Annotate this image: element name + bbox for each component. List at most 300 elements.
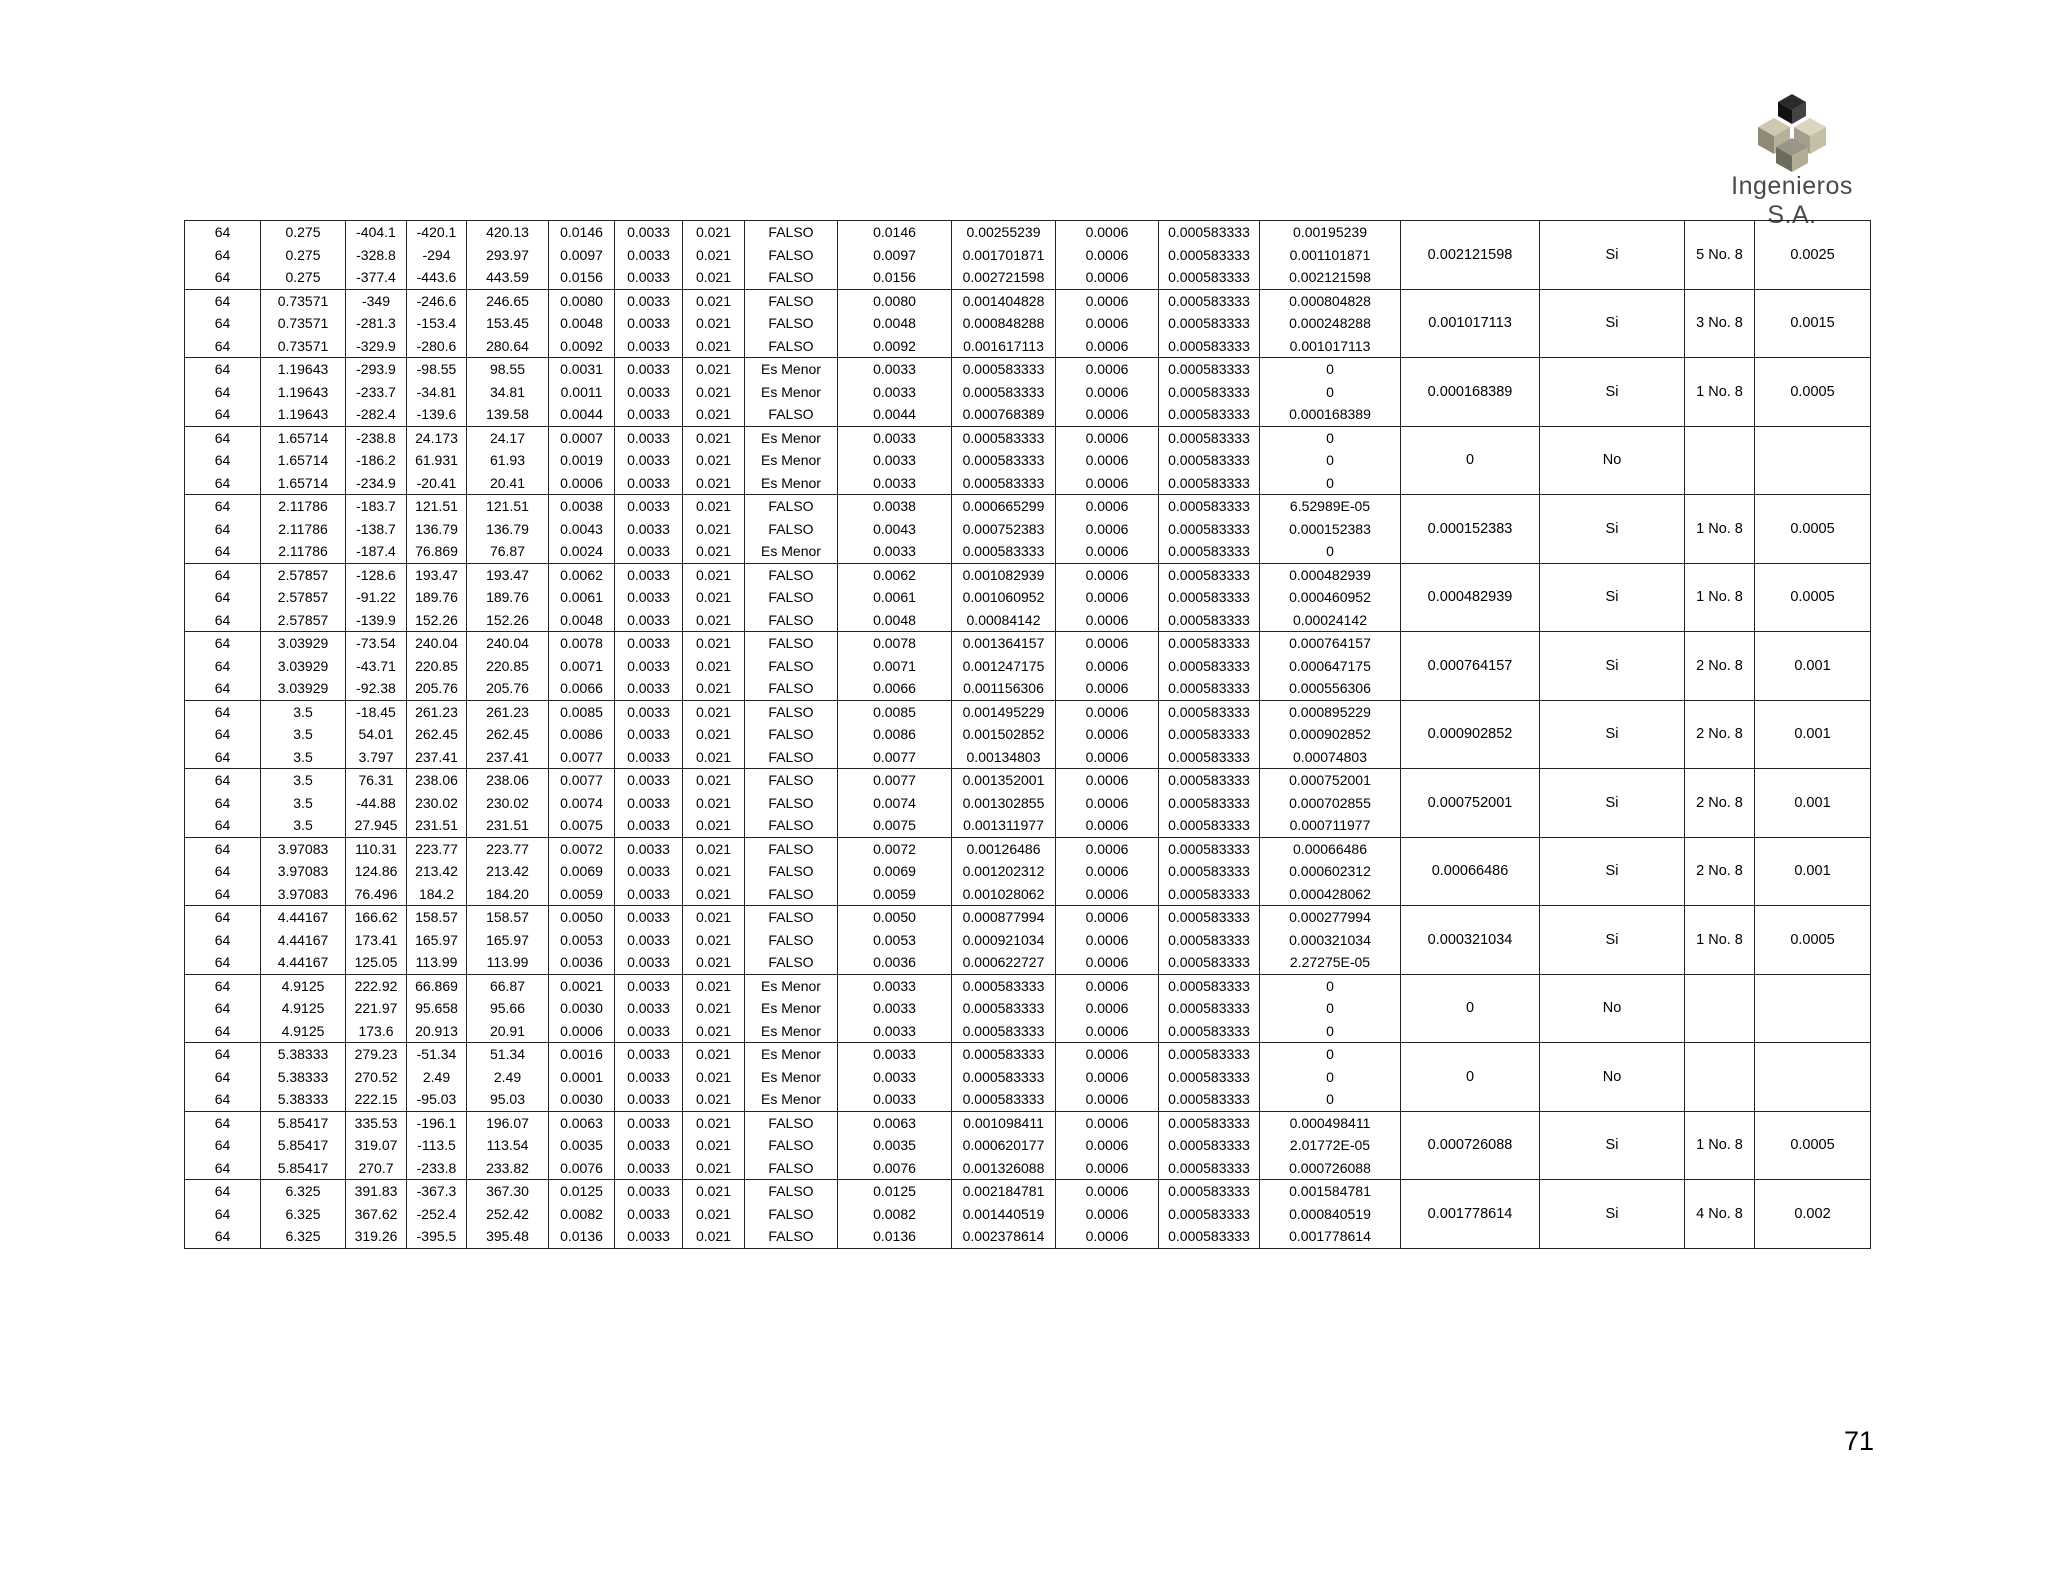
table-cell: 0.0006	[1056, 563, 1159, 586]
table-cell: 0.000152383	[1260, 518, 1401, 541]
table-cell: 0.021	[683, 1066, 745, 1089]
table-cell: 193.47	[467, 563, 549, 586]
table-cell: 0.0033	[615, 769, 683, 792]
table-cell: 0.0075	[838, 814, 952, 837]
table-cell: 5.38333	[261, 1088, 346, 1111]
table-cell: 0.73571	[261, 312, 346, 335]
table-cell: 230.02	[407, 792, 467, 815]
summary-cell: 0.001	[1755, 837, 1871, 906]
table-cell: 0.021	[683, 472, 745, 495]
table-cell: 0.0080	[838, 289, 952, 312]
table-cell: 0.0006	[1056, 358, 1159, 381]
table-cell: 0.000583333	[1159, 335, 1260, 358]
table-cell: -18.45	[346, 700, 407, 723]
table-cell: 64	[185, 929, 261, 952]
table-cell: 5.85417	[261, 1134, 346, 1157]
table-cell: -73.54	[346, 632, 407, 655]
table-cell: 0.0033	[615, 1111, 683, 1134]
table-cell: 125.05	[346, 951, 407, 974]
table-row	[185, 358, 1871, 381]
table-cell: 0.021	[683, 677, 745, 700]
table-cell: 5.85417	[261, 1157, 346, 1180]
table-cell: 64	[185, 540, 261, 563]
table-cell: 2.57857	[261, 609, 346, 632]
table-cell: FALSO	[745, 883, 838, 906]
table-cell: Es Menor	[745, 1088, 838, 1111]
table-cell: 110.31	[346, 837, 407, 860]
table-cell: 262.45	[407, 723, 467, 746]
table-cell: 0.0048	[838, 609, 952, 632]
table-cell: Es Menor	[745, 472, 838, 495]
table-cell: 0.0053	[838, 929, 952, 952]
table-cell: 0.000583333	[1159, 518, 1260, 541]
table-cell: 0.0062	[549, 563, 615, 586]
table-cell: 0.000583333	[952, 1066, 1056, 1089]
table-cell: 0	[1260, 358, 1401, 381]
summary-cell: Si	[1540, 358, 1685, 427]
table-cell: 0.0033	[615, 906, 683, 929]
table-cell: FALSO	[745, 221, 838, 244]
table-cell: FALSO	[745, 403, 838, 426]
table-cell: -404.1	[346, 221, 407, 244]
table-cell: 64	[185, 335, 261, 358]
table-cell: -153.4	[407, 312, 467, 335]
table-cell: 0.001156306	[952, 677, 1056, 700]
table-cell: -98.55	[407, 358, 467, 381]
table-cell: 0.021	[683, 586, 745, 609]
table-cell: 0.0033	[838, 1088, 952, 1111]
table-cell: -282.4	[346, 403, 407, 426]
summary-cell: 0.0005	[1755, 495, 1871, 564]
table-cell: 0.001101871	[1260, 244, 1401, 267]
summary-cell: 2 No. 8	[1685, 837, 1755, 906]
summary-cell: 2 No. 8	[1685, 769, 1755, 838]
table-cell: 64	[185, 403, 261, 426]
table-cell: 3.97083	[261, 883, 346, 906]
table-cell: 34.81	[467, 381, 549, 404]
table-cell: 0	[1260, 540, 1401, 563]
results-table	[184, 220, 1871, 1249]
table-cell: 0	[1260, 974, 1401, 997]
table-cell: 189.76	[407, 586, 467, 609]
table-cell: FALSO	[745, 244, 838, 267]
table-cell: FALSO	[745, 1225, 838, 1248]
table-cell: 61.931	[407, 449, 467, 472]
table-cell: 0.000277994	[1260, 906, 1401, 929]
summary-cell: 0.000752001	[1401, 769, 1540, 838]
table-cell: 279.23	[346, 1043, 407, 1066]
table-cell: 20.91	[467, 1020, 549, 1043]
table-cell: 0.000711977	[1260, 814, 1401, 837]
table-cell: 64	[185, 814, 261, 837]
table-cell: 64	[185, 769, 261, 792]
table-cell: 0.0059	[838, 883, 952, 906]
summary-cell	[1755, 1043, 1871, 1112]
table-cell: 0.0086	[838, 723, 952, 746]
table-cell: 0.0006	[1056, 221, 1159, 244]
table-cell: 0.0125	[838, 1180, 952, 1203]
table-cell: 0.000583333	[1159, 997, 1260, 1020]
table-cell: 0.0033	[838, 1020, 952, 1043]
table-cell: -51.34	[407, 1043, 467, 1066]
table-cell: 0.000583333	[1159, 632, 1260, 655]
table-cell: 0.0033	[615, 495, 683, 518]
summary-cell: 0.0005	[1755, 1111, 1871, 1180]
table-cell: Es Menor	[745, 381, 838, 404]
table-cell: 0.0033	[615, 929, 683, 952]
table-cell: 0.0078	[838, 632, 952, 655]
table-cell: 0.000840519	[1260, 1203, 1401, 1226]
table-cell: 158.57	[407, 906, 467, 929]
table-cell: 0.0077	[549, 746, 615, 769]
table-cell: 0.000583333	[1159, 221, 1260, 244]
table-cell: 0.021	[683, 244, 745, 267]
summary-cell: 1 No. 8	[1685, 906, 1755, 975]
summary-cell: 5 No. 8	[1685, 221, 1755, 290]
table-cell: -128.6	[346, 563, 407, 586]
table-cell: 64	[185, 1111, 261, 1134]
table-row	[185, 632, 1871, 655]
table-cell: 0.000583333	[952, 426, 1056, 449]
table-cell: 2.49	[467, 1066, 549, 1089]
table-cell: Es Menor	[745, 426, 838, 449]
table-cell: 0	[1260, 1066, 1401, 1089]
table-cell: 0.0033	[615, 403, 683, 426]
table-cell: 367.30	[467, 1180, 549, 1203]
table-cell: 0.0048	[549, 609, 615, 632]
table-cell: 2.11786	[261, 518, 346, 541]
table-cell: 0.021	[683, 746, 745, 769]
table-cell: 0.0006	[1056, 1111, 1159, 1134]
table-cell: 1.65714	[261, 472, 346, 495]
table-cell: 0.0006	[1056, 518, 1159, 541]
table-cell: 0.021	[683, 1043, 745, 1066]
table-cell: 0.000583333	[1159, 860, 1260, 883]
table-cell: 0.021	[683, 906, 745, 929]
table-cell: -281.3	[346, 312, 407, 335]
table-cell: 76.869	[407, 540, 467, 563]
table-cell: 0.000583333	[1159, 677, 1260, 700]
summary-cell: 0.000152383	[1401, 495, 1540, 564]
table-cell: 3.97083	[261, 860, 346, 883]
table-row	[185, 495, 1871, 518]
table-cell: 0.0019	[549, 449, 615, 472]
table-row	[185, 837, 1871, 860]
summary-cell: 0	[1401, 426, 1540, 495]
table-cell: 0.021	[683, 1157, 745, 1180]
summary-cell: 0.000321034	[1401, 906, 1540, 975]
table-cell: 64	[185, 1157, 261, 1180]
summary-cell: 0.0025	[1755, 221, 1871, 290]
summary-cell	[1755, 974, 1871, 1043]
table-cell: 0.021	[683, 540, 745, 563]
table-cell: 0.001495229	[952, 700, 1056, 723]
table-cell: 64	[185, 723, 261, 746]
table-cell: 0.021	[683, 495, 745, 518]
table-cell: 0.000902852	[1260, 723, 1401, 746]
table-cell: 0.0033	[615, 1180, 683, 1203]
table-cell: 0.0006	[1056, 244, 1159, 267]
table-cell: 64	[185, 974, 261, 997]
table-cell: 0.000583333	[952, 449, 1056, 472]
table-cell: 0.000321034	[1260, 929, 1401, 952]
table-cell: Es Menor	[745, 1066, 838, 1089]
table-cell: 0.000848288	[952, 312, 1056, 335]
table-cell: 166.62	[346, 906, 407, 929]
table-cell: 0.000583333	[1159, 1088, 1260, 1111]
table-cell: 64	[185, 1225, 261, 1248]
table-cell: 0.0006	[1056, 1180, 1159, 1203]
summary-cell: 0.0005	[1755, 906, 1871, 975]
summary-cell: 0.000902852	[1401, 700, 1540, 769]
table-cell: 0.0006	[1056, 700, 1159, 723]
table-cell: 0.0021	[549, 974, 615, 997]
table-row	[185, 1180, 1871, 1203]
table-cell: 220.85	[407, 655, 467, 678]
table-cell: 0.021	[683, 814, 745, 837]
table-cell: 213.42	[407, 860, 467, 883]
table-cell: -420.1	[407, 221, 467, 244]
table-cell: 0.0006	[1056, 381, 1159, 404]
table-cell: 0.0024	[549, 540, 615, 563]
table-row	[185, 221, 1871, 244]
table-cell: 213.42	[467, 860, 549, 883]
table-cell: 0.000248288	[1260, 312, 1401, 335]
table-cell: 0.000498411	[1260, 1111, 1401, 1134]
table-cell: 95.658	[407, 997, 467, 1020]
summary-cell: 2 No. 8	[1685, 700, 1755, 769]
table-cell: 0.000583333	[1159, 906, 1260, 929]
table-cell: 0.00126486	[952, 837, 1056, 860]
table-cell: 76.31	[346, 769, 407, 792]
table-cell: 0.0006	[1056, 997, 1159, 1020]
table-cell: 0.0033	[615, 1043, 683, 1066]
table-cell: -349	[346, 289, 407, 312]
table-cell: 4.44167	[261, 929, 346, 952]
table-cell: 0.0006	[1056, 929, 1159, 952]
table-cell: 173.41	[346, 929, 407, 952]
table-cell: FALSO	[745, 677, 838, 700]
table-cell: 6.325	[261, 1203, 346, 1226]
summary-cell	[1685, 974, 1755, 1043]
table-cell: FALSO	[745, 860, 838, 883]
table-cell: -138.7	[346, 518, 407, 541]
table-cell: 0.0033	[615, 632, 683, 655]
table-cell: 0.0085	[838, 700, 952, 723]
table-cell: 0.000583333	[1159, 814, 1260, 837]
table-cell: 0.00255239	[952, 221, 1056, 244]
table-cell: 0.000665299	[952, 495, 1056, 518]
table-cell: -234.9	[346, 472, 407, 495]
table-cell: 0.0033	[615, 655, 683, 678]
table-cell: 0.000583333	[952, 1088, 1056, 1111]
table-cell: 0.0006	[1056, 1020, 1159, 1043]
table-cell: 0.000583333	[1159, 449, 1260, 472]
table-cell: 0.000583333	[1159, 1020, 1260, 1043]
table-cell: 0.0085	[549, 700, 615, 723]
table-cell: 0.0033	[615, 518, 683, 541]
table-cell: 0.0033	[615, 814, 683, 837]
table-cell: 262.45	[467, 723, 549, 746]
table-cell: 0.0030	[549, 997, 615, 1020]
table-cell: FALSO	[745, 1157, 838, 1180]
table-cell: 0.021	[683, 1134, 745, 1157]
table-cell: 319.07	[346, 1134, 407, 1157]
summary-cell: 0	[1401, 974, 1540, 1043]
table-cell: 173.6	[346, 1020, 407, 1043]
table-cell: 0.0006	[1056, 723, 1159, 746]
summary-cell: 2 No. 8	[1685, 632, 1755, 701]
table-cell: 0.002184781	[952, 1180, 1056, 1203]
table-cell: FALSO	[745, 1180, 838, 1203]
table-cell: 0.000583333	[1159, 1180, 1260, 1203]
table-cell: 0.000482939	[1260, 563, 1401, 586]
table-cell: 0.001364157	[952, 632, 1056, 655]
table-cell: 0.021	[683, 632, 745, 655]
table-cell: 233.82	[467, 1157, 549, 1180]
summary-cell: Si	[1540, 1111, 1685, 1180]
summary-cell: Si	[1540, 289, 1685, 358]
table-cell: 0.0006	[1056, 1134, 1159, 1157]
table-cell: 64	[185, 586, 261, 609]
table-cell: 165.97	[467, 929, 549, 952]
table-cell: 0.0082	[549, 1203, 615, 1226]
summary-cell: 0	[1401, 1043, 1540, 1112]
table-cell: 0	[1260, 472, 1401, 495]
summary-cell: 0.0005	[1755, 358, 1871, 427]
table-cell: 184.20	[467, 883, 549, 906]
table-cell: 0.001352001	[952, 769, 1056, 792]
table-cell: 0.0033	[615, 837, 683, 860]
table-cell: 3.5	[261, 700, 346, 723]
table-cell: 196.07	[467, 1111, 549, 1134]
table-cell: 0.275	[261, 244, 346, 267]
table-cell: 0.000764157	[1260, 632, 1401, 655]
table-cell: 0.0033	[615, 677, 683, 700]
table-cell: FALSO	[745, 289, 838, 312]
table-row	[185, 289, 1871, 312]
table-cell: 0.021	[683, 929, 745, 952]
table-cell: 0.0033	[615, 609, 683, 632]
table-cell: 0.000583333	[1159, 381, 1260, 404]
table-cell: 0.0033	[615, 1203, 683, 1226]
summary-cell	[1685, 1043, 1755, 1112]
table-cell: 0.0033	[615, 426, 683, 449]
table-cell: 0.0072	[838, 837, 952, 860]
page-number: 71	[1843, 1426, 1874, 1456]
summary-cell: 0.000726088	[1401, 1111, 1540, 1180]
table-cell: 0.001060952	[952, 586, 1056, 609]
table-cell: 0.0146	[838, 221, 952, 244]
table-cell: 0.0033	[615, 1225, 683, 1248]
table-cell: 64	[185, 997, 261, 1020]
table-cell: 0	[1260, 381, 1401, 404]
table-cell: 2.11786	[261, 540, 346, 563]
table-cell: FALSO	[745, 746, 838, 769]
table-cell: 64	[185, 358, 261, 381]
table-cell: 0.000583333	[1159, 837, 1260, 860]
table-cell: 0.001584781	[1260, 1180, 1401, 1203]
table-cell: 0.0033	[615, 381, 683, 404]
table-cell: 0.73571	[261, 335, 346, 358]
table-cell: 64	[185, 1203, 261, 1226]
summary-cell	[1755, 426, 1871, 495]
table-cell: 0.0043	[838, 518, 952, 541]
table-cell: 3.97083	[261, 837, 346, 860]
table-cell: 0.0006	[1056, 837, 1159, 860]
table-cell: 237.41	[407, 746, 467, 769]
table-cell: 0.0006	[1056, 769, 1159, 792]
table-cell: 0.0036	[549, 951, 615, 974]
table-cell: 293.97	[467, 244, 549, 267]
table-cell: 0.0006	[1056, 974, 1159, 997]
table-cell: 0.000895229	[1260, 700, 1401, 723]
table-cell: 0.021	[683, 951, 745, 974]
table-cell: 230.02	[467, 792, 549, 815]
table-cell: 238.06	[407, 769, 467, 792]
table-cell: 0.021	[683, 974, 745, 997]
table-cell: 0.000583333	[952, 974, 1056, 997]
table-cell: 121.51	[467, 495, 549, 518]
table-cell: 0.00134803	[952, 746, 1056, 769]
table-cell: 0.000583333	[1159, 769, 1260, 792]
table-cell: 0.0006	[1056, 312, 1159, 335]
table-cell: 0.021	[683, 335, 745, 358]
table-cell: 3.5	[261, 792, 346, 815]
table-cell: 0.0033	[838, 426, 952, 449]
table-cell: FALSO	[745, 951, 838, 974]
table-row	[185, 906, 1871, 929]
table-cell: 0.0044	[838, 403, 952, 426]
summary-cell: 1 No. 8	[1685, 495, 1755, 564]
table-cell: 0.000583333	[1159, 312, 1260, 335]
table-cell: 6.52989E-05	[1260, 495, 1401, 518]
table-cell: 0.0007	[549, 426, 615, 449]
table-cell: -328.8	[346, 244, 407, 267]
table-cell: 0.002378614	[952, 1225, 1056, 1248]
table-cell: 0.000768389	[952, 403, 1056, 426]
table-cell: 0.0006	[1056, 883, 1159, 906]
table-cell: 0.000583333	[1159, 1066, 1260, 1089]
summary-cell: 1 No. 8	[1685, 358, 1755, 427]
table-cell: 0.021	[683, 563, 745, 586]
table-cell: 0.000583333	[1159, 586, 1260, 609]
summary-cell: No	[1540, 426, 1685, 495]
table-cell: 20.913	[407, 1020, 467, 1043]
summary-cell: 4 No. 8	[1685, 1180, 1755, 1249]
table-cell: FALSO	[745, 792, 838, 815]
table-cell: 0.0006	[1056, 1225, 1159, 1248]
table-cell: 0.021	[683, 312, 745, 335]
summary-cell: Si	[1540, 221, 1685, 290]
table-cell: 367.62	[346, 1203, 407, 1226]
table-cell: 0.0033	[615, 860, 683, 883]
table-cell: 0.000583333	[1159, 1043, 1260, 1066]
table-cell: 0.000583333	[1159, 974, 1260, 997]
table-cell: 0.0033	[615, 1157, 683, 1180]
table-cell: 0.73571	[261, 289, 346, 312]
table-cell: 0.000702855	[1260, 792, 1401, 815]
company-logo	[1704, 92, 1880, 229]
table-cell: 222.15	[346, 1088, 407, 1111]
table-cell: 0.0033	[615, 1020, 683, 1043]
table-cell: 95.03	[467, 1088, 549, 1111]
table-cell: 0.000583333	[1159, 495, 1260, 518]
table-cell: 0.0006	[1056, 951, 1159, 974]
table-cell: 0.000583333	[952, 1020, 1056, 1043]
table-cell: 0.000583333	[1159, 266, 1260, 289]
table-cell: 0.0069	[549, 860, 615, 883]
